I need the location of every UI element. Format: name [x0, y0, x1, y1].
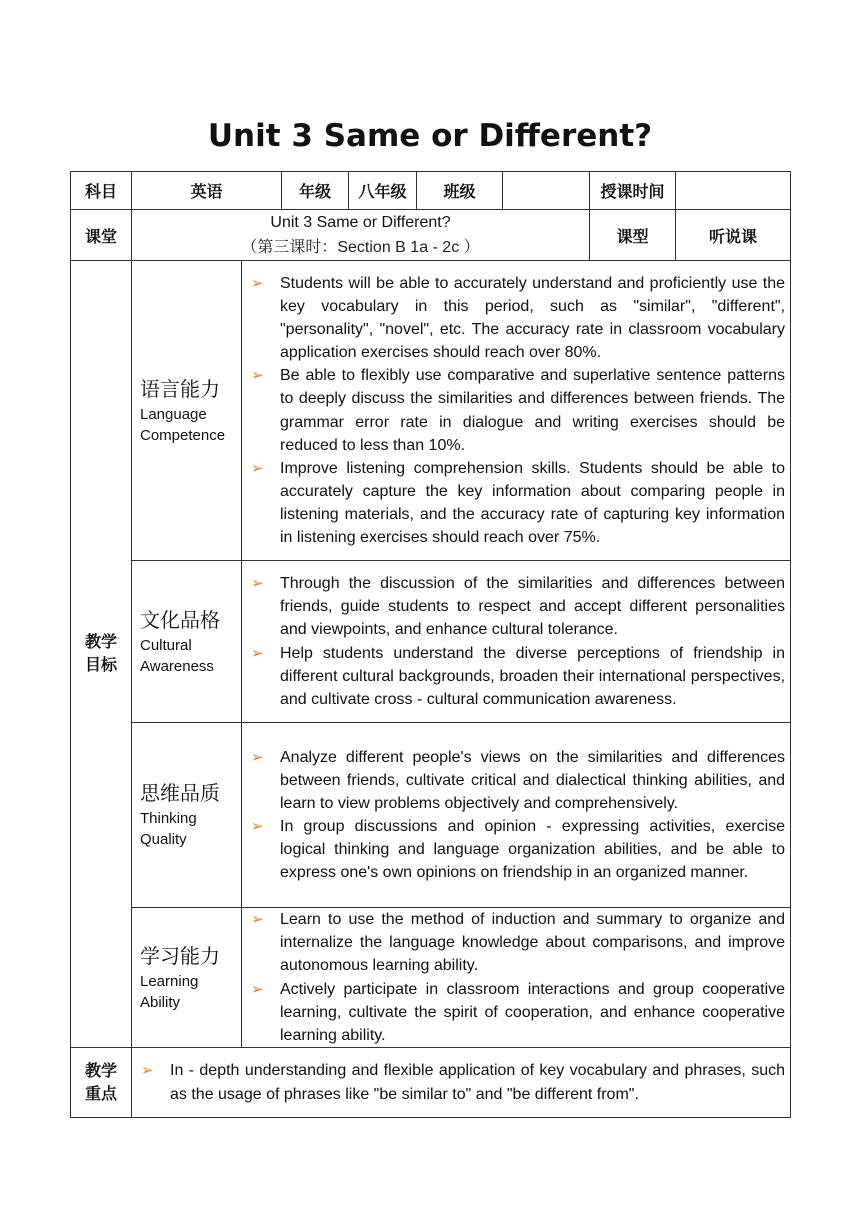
- key-points-label-line2: 重点: [84, 1085, 117, 1103]
- list-item: [242, 364, 790, 456]
- lesson-plan-table: [70, 171, 791, 1118]
- list-item: [242, 815, 790, 884]
- dimension-en: Thinking: [140, 810, 197, 827]
- list-item: [242, 746, 790, 815]
- bullet-arrow-icon: ➢: [251, 575, 264, 593]
- key-points-row: [71, 1048, 791, 1118]
- dimension-en: Ability: [140, 993, 181, 1011]
- dimension-thinking: [132, 723, 242, 908]
- dimension-cultural: [132, 561, 242, 723]
- dimension-language: [132, 261, 242, 561]
- item-text: Actively participate in classroom interactions and group cooperative learning, cultivate the spirit of cooperation, and enhance cooperative learning ability.: [280, 980, 786, 1044]
- bullet-arrow-icon: ➢: [251, 367, 264, 385]
- item-text: In - depth understanding and flexible application of key vocabulary and phrases, such as the usage of phrases like "be similar to" and "be different from".: [170, 1062, 786, 1103]
- objective-items-learning: [242, 908, 791, 1048]
- list-item: [242, 572, 790, 641]
- objective-items-language: [242, 261, 791, 561]
- dimension-en: Cultural: [140, 636, 192, 654]
- objective-row-thinking: [71, 723, 791, 908]
- dimension-learning: [132, 908, 242, 1048]
- bullet-arrow-icon: ➢: [251, 644, 264, 662]
- header-row: [71, 172, 791, 210]
- bullet-arrow-icon: ➢: [251, 459, 264, 477]
- dimension-en: Quality: [140, 831, 187, 848]
- bullet-arrow-icon: ➢: [251, 980, 264, 998]
- time-label: 授课时间: [590, 172, 676, 210]
- list-item: [132, 1059, 790, 1105]
- lesson-subtitle: （第三课时：Section B 1a - 2c ）: [241, 239, 480, 256]
- key-points-items: [132, 1048, 791, 1118]
- item-text: Improve listening comprehension skills. Students should be able to accurately capture the key information about comparing people in listening materials, and the accuracy rate of capturing key information in listening exercises should reach over 75%.: [280, 459, 786, 546]
- key-points-label-line1: 教学: [84, 1062, 117, 1080]
- lesson-row: [71, 210, 791, 261]
- lesson-type-value: 听说课: [676, 210, 791, 261]
- objective-items-cultural: [242, 561, 791, 723]
- list-item: [242, 272, 790, 364]
- grade-label: 年级: [282, 172, 349, 210]
- subject-label: 科目: [71, 172, 132, 210]
- list-item: [242, 457, 790, 549]
- dimension-en: Learning: [140, 972, 199, 990]
- subject-value: 英语: [132, 172, 282, 210]
- dimension-cn: 思维品质: [140, 783, 220, 805]
- objectives-label: [71, 261, 132, 1048]
- class-label: 班级: [417, 172, 503, 210]
- grade-value: 八年级: [349, 172, 417, 210]
- dimension-cn: 学习能力: [140, 945, 220, 968]
- bullet-arrow-icon: ➢: [251, 274, 264, 292]
- item-text: Help students understand the diverse perceptions of friendship in different cultural backgrounds, broaden their international perspectives, and cultivate cross - cultural communication awareness.: [280, 644, 786, 708]
- key-points-label: [71, 1048, 132, 1118]
- item-text: Through the discussion of the similarities and differences between friends, guide students to respect and accept different personalities and viewpoints, and enhance cultural tolerance.: [280, 575, 786, 639]
- objective-row-language: [71, 261, 791, 561]
- bullet-arrow-icon: ➢: [141, 1062, 154, 1080]
- dimension-cn: 文化品格: [140, 609, 220, 632]
- objective-items-thinking: [242, 723, 791, 908]
- lesson-type-label: 课型: [590, 210, 676, 261]
- dimension-cn: 语言能力: [140, 378, 220, 401]
- time-value: [676, 172, 791, 210]
- lesson-title-cell: [132, 210, 590, 261]
- item-text: Analyze different people's views on the similarities and differences between friends, cultivate critical and dialectical thinking abilities, and learn to view problems objectively and comprehensively.: [280, 748, 786, 812]
- objectives-label-line2: 目标: [84, 657, 117, 674]
- item-text: In group discussions and opinion - expressing activities, exercise logical thinking and language organization abilities, and be able to express one's own opinions on friendship in an organized manner.: [280, 818, 786, 882]
- bullet-arrow-icon: ➢: [251, 818, 264, 835]
- class-value: [503, 172, 590, 210]
- item-text: Be able to flexibly use comparative and superlative sentence patterns to deeply discuss the similarities and differences between friends. The grammar error rate in dialogue and writing exercises should be reduced to less than 10%.: [280, 367, 786, 454]
- objectives-label-line1: 教学: [84, 634, 117, 651]
- page-title: Unit 3 Same or Different?: [207, 118, 653, 154]
- list-item: [242, 908, 790, 977]
- bullet-arrow-icon: ➢: [251, 911, 264, 929]
- item-text: Students will be able to accurately understand and proficiently use the key vocabulary in this period, such as "similar", "different", "personality", "novel", etc. The accuracy rate in classroom vocabulary application exercises should reach over 80%.: [280, 274, 786, 362]
- objective-row-cultural: [71, 561, 791, 723]
- objective-row-learning: [71, 908, 791, 1048]
- item-text: Learn to use the method of induction and summary to organize and internalize the language knowledge about comparisons, and improve autonomous learning ability.: [280, 911, 786, 975]
- dimension-en: Awareness: [140, 657, 214, 675]
- lesson-title: Unit 3 Same or Different?: [270, 214, 451, 231]
- dimension-en: Competence: [140, 426, 226, 444]
- lesson-label: 课堂: [71, 210, 132, 261]
- list-item: [242, 642, 790, 711]
- bullet-arrow-icon: ➢: [251, 748, 264, 766]
- list-item: [242, 978, 790, 1047]
- dimension-en: Language: [140, 405, 207, 423]
